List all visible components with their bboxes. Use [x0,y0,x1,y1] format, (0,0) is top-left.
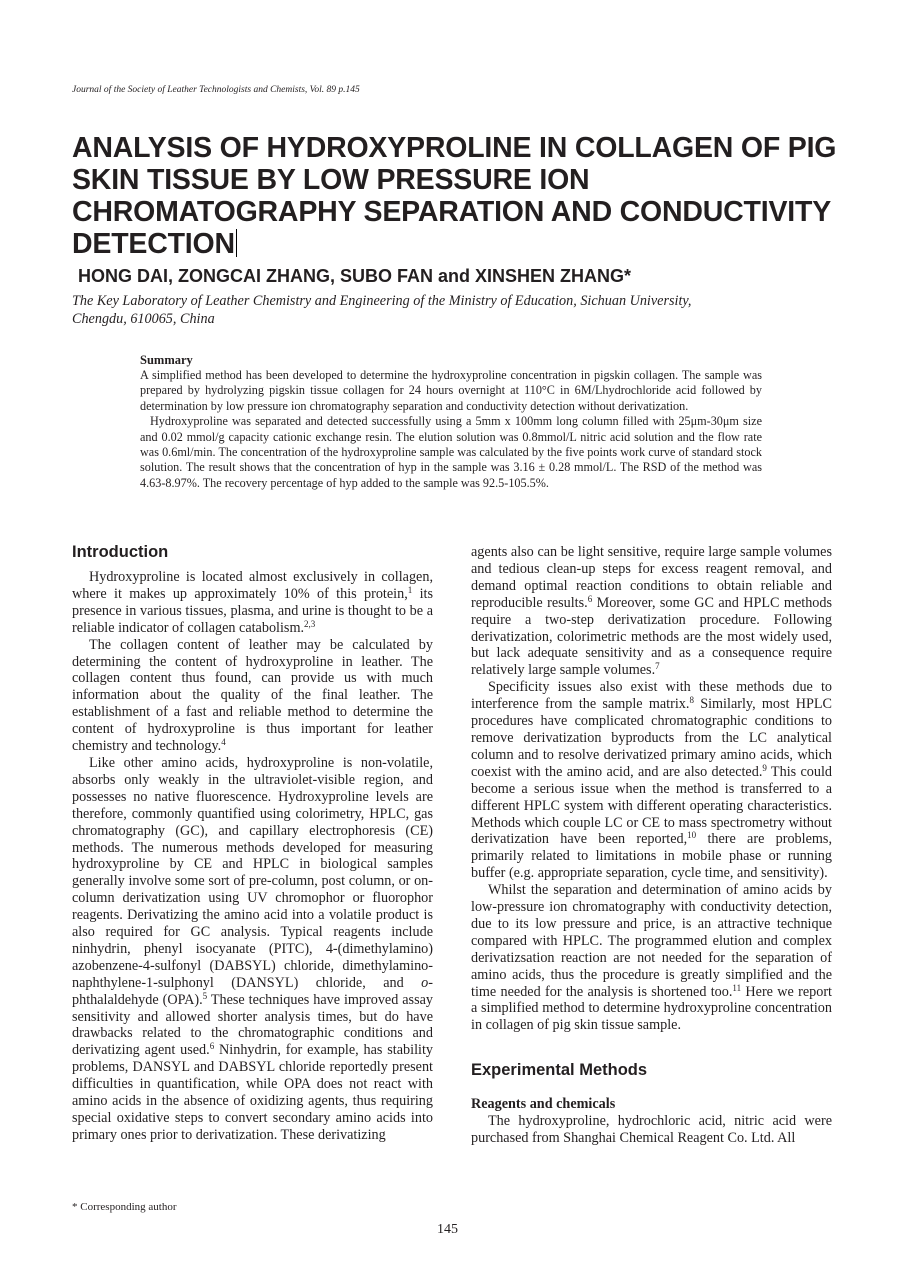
citation-ref: 4 [221,737,226,748]
text-cursor [236,229,237,257]
citation-ref: 5 [202,990,208,1001]
title-line: CHROMATOGRAPHY SEPARATION AND CONDUCTIVITY [72,196,832,228]
subsection-heading-reagents: Reagents and chemicals [471,1096,616,1113]
citation-ref: 8 [689,695,694,706]
citation-ref: 1 [407,584,413,595]
summary-block [140,353,762,491]
title-line: DETECTION [72,228,235,260]
summary-paragraph: A simplified method has been developed to determine the hydroxyproline concentration in pigskin collagen. The sample was prepared by hydrolyzing pigskin tissue collagen for 24 hours overnight at 110°C in 6M/Lhydrochloride acid followed by determination by low pressure ion chromatography separation and conductivity detection without derivatization. [140,368,762,413]
page-number: 145 [437,1222,458,1237]
left-column [72,542,433,1144]
body-paragraph: The collagen content of leather may be calculated by determining the content of hydroxyproline in leather. The collagen content thus found, can provide us with much information about the quality of the final leather. The establishment of a fast and reliable method to determine the content of hydroxyproline is thus important for leather chemistry and technology.$^4$ [72,636,433,755]
right-column [471,544,832,1147]
affiliation [72,292,792,328]
title-line: SKIN TISSUE BY LOW PRESSURE ION [72,164,590,196]
body-paragraph: Whilst the separation and determination of amino acids by low-pressure ion chromatography with conductivity detection, due to its low pressure and price, is an attractive technique compared with HPLC. The programmed elution and complex derivatizsation reaction are not needed for the separation of amino acids, thus the procedure is greatly simplified and the time needed for the analysis is shortened too.$^{11}$ Here we report a simplified method to determine hydroxyproline concentration in collagen of pig skin tissue sample. [471,882,832,1034]
section-heading-experimental: Experimental Methods [471,1061,648,1080]
citation-ref: 10 [687,830,697,841]
body-paragraph: Specificity issues also exist with these methods due to interference from the sample matrix.$^8$ Similarly, most HPLC procedures have complicated chromatographic conditions to remove derivatization byproducts from the LC analytical column and to resolve derivatized primary amino acids, which coexist with the amino acid, and are also detected.$^9$ This could become a serious issue when the method is transferred to a different HPLC system with different operating characteristics. Methods which couple LC or CE to mass spectrometry without derivatization have been reported,$^{10}$ there are problems, primarily related to limitations in mobile phase or running buffer (e.g. appropriate separation, cycle time, and sensitivity). [471,679,832,882]
citation-ref: 7 [655,661,660,672]
title-line: ANALYSIS OF HYDROXYPROLINE IN COLLAGEN OF PIG [72,132,837,164]
author-list: HONG DAI, ZONGCAI ZHANG, SUBO FAN and XINSHEN ZHANG* [78,266,632,286]
body-paragraph-continued: agents also can be light sensitive, require large sample volumes and tedious clean-up steps for excess reagent removal, and demand optimal reaction conditions to obtain reliable and reproducible results.$^6$ Moreover, some GC and HPLC methods require a two-step derivatization procedure. Following derivatization, colorimetric methods are the most widely used, but lack adequate sensitivity and as a consequence require relatively large sample volumes.$^7$ [471,544,832,679]
affiliation-line: Chengdu, 610065, China [72,311,215,327]
footnote: * Corresponding author [72,1201,177,1213]
body-paragraph: The hydroxyproline, hydrochloric acid, nitric acid were purchased from Shanghai Chemical Reagent Co. Ltd. All [471,1113,832,1147]
citation-ref: 9 [762,762,767,773]
affiliation-line: The Key Laboratory of Leather Chemistry and Engineering of the Ministry of Education, Sichuan University, [72,293,692,309]
citation-ref: 11 [732,982,742,993]
journal-header: Journal of the Society of Leather Technologists and Chemists, Vol. 89 p.145 [72,85,360,95]
summary-heading: Summary [140,353,193,367]
summary-paragraph: Hydroxyproline was separated and detected successfully using a 5mm x 100mm long column filled with 25μm-30μm size and 0.02 mmol/g capacity cationic exchange resin. The elution solution was 0.8mmol/L nitric acid solution and the flow rate was 0.6ml/min. The concentration of the hydroxyproline sample was calculated by the five points work curve of standard stock solution. The result shows that the concentration of hyp in the sample was 3.16 ± 0.28 mmol/L. The RSD of the method was 4.63-8.97%. The recovery percentage of hyp added to the sample was 92.5-105.5%. [140,414,762,490]
citation-ref: 6 [209,1041,215,1052]
article-title [72,132,862,260]
body-paragraph: Like other amino acids, hydroxyproline is non-volatile, absorbs only weakly in the ultraviolet-visible region, and possesses no native fluorescence. Hydroxyproline levels are therefore, commonly quantified using colorimetry, HPLC, gas chromatography (GC), and capillary electrophoresis (CE) methods. The numerous methods developed for measuring hydroxyproline by CE and HPLC in biological samples generally involve some sort of pre-column, post column, or on-column derivatization using UV chromophor or fluorophor reagents. Derivatizing the amino acid into a volatile product is also required for GC analysis. Typical reagents include ninhydrin, phenyl isocyanate (PITC), 4-(dimethylamino) azobenzene-4-sulfonyl (DABSYL) chloride, dimethylamino-naphthylene-1-sulphonyl (DANSYL) chloride, and o-phthalaldehyde (OPA).$^5$ These techniques have improved assay sensitivity and allowed shorter analysis times, but do have drawbacks related to the chromatographic conditions and derivatizing agent used.$^6$ Ninhydrin, for example, has stability problems, DANSYL and DABSYL chloride reportedly present difficulties in quantification, while OPA does not react with amino acids in the absence of oxidizing agents, thus requiring special oxidative steps to convert secondary amino acids into primary ones prior to derivatization. These derivatizing [72,754,433,1143]
section-heading-introduction: Introduction [72,543,169,561]
citation-ref: 6 [587,593,593,604]
citation-ref: 2,3 [304,618,316,629]
body-paragraph: Hydroxyproline is located almost exclusively in collagen, where it makes up approximately 10% of this protein,$^1$ its presence in various tissues, plasma, and urine is thought to be a reliable indicator of collagen catabolism.$^{2,3}$ [72,569,434,636]
